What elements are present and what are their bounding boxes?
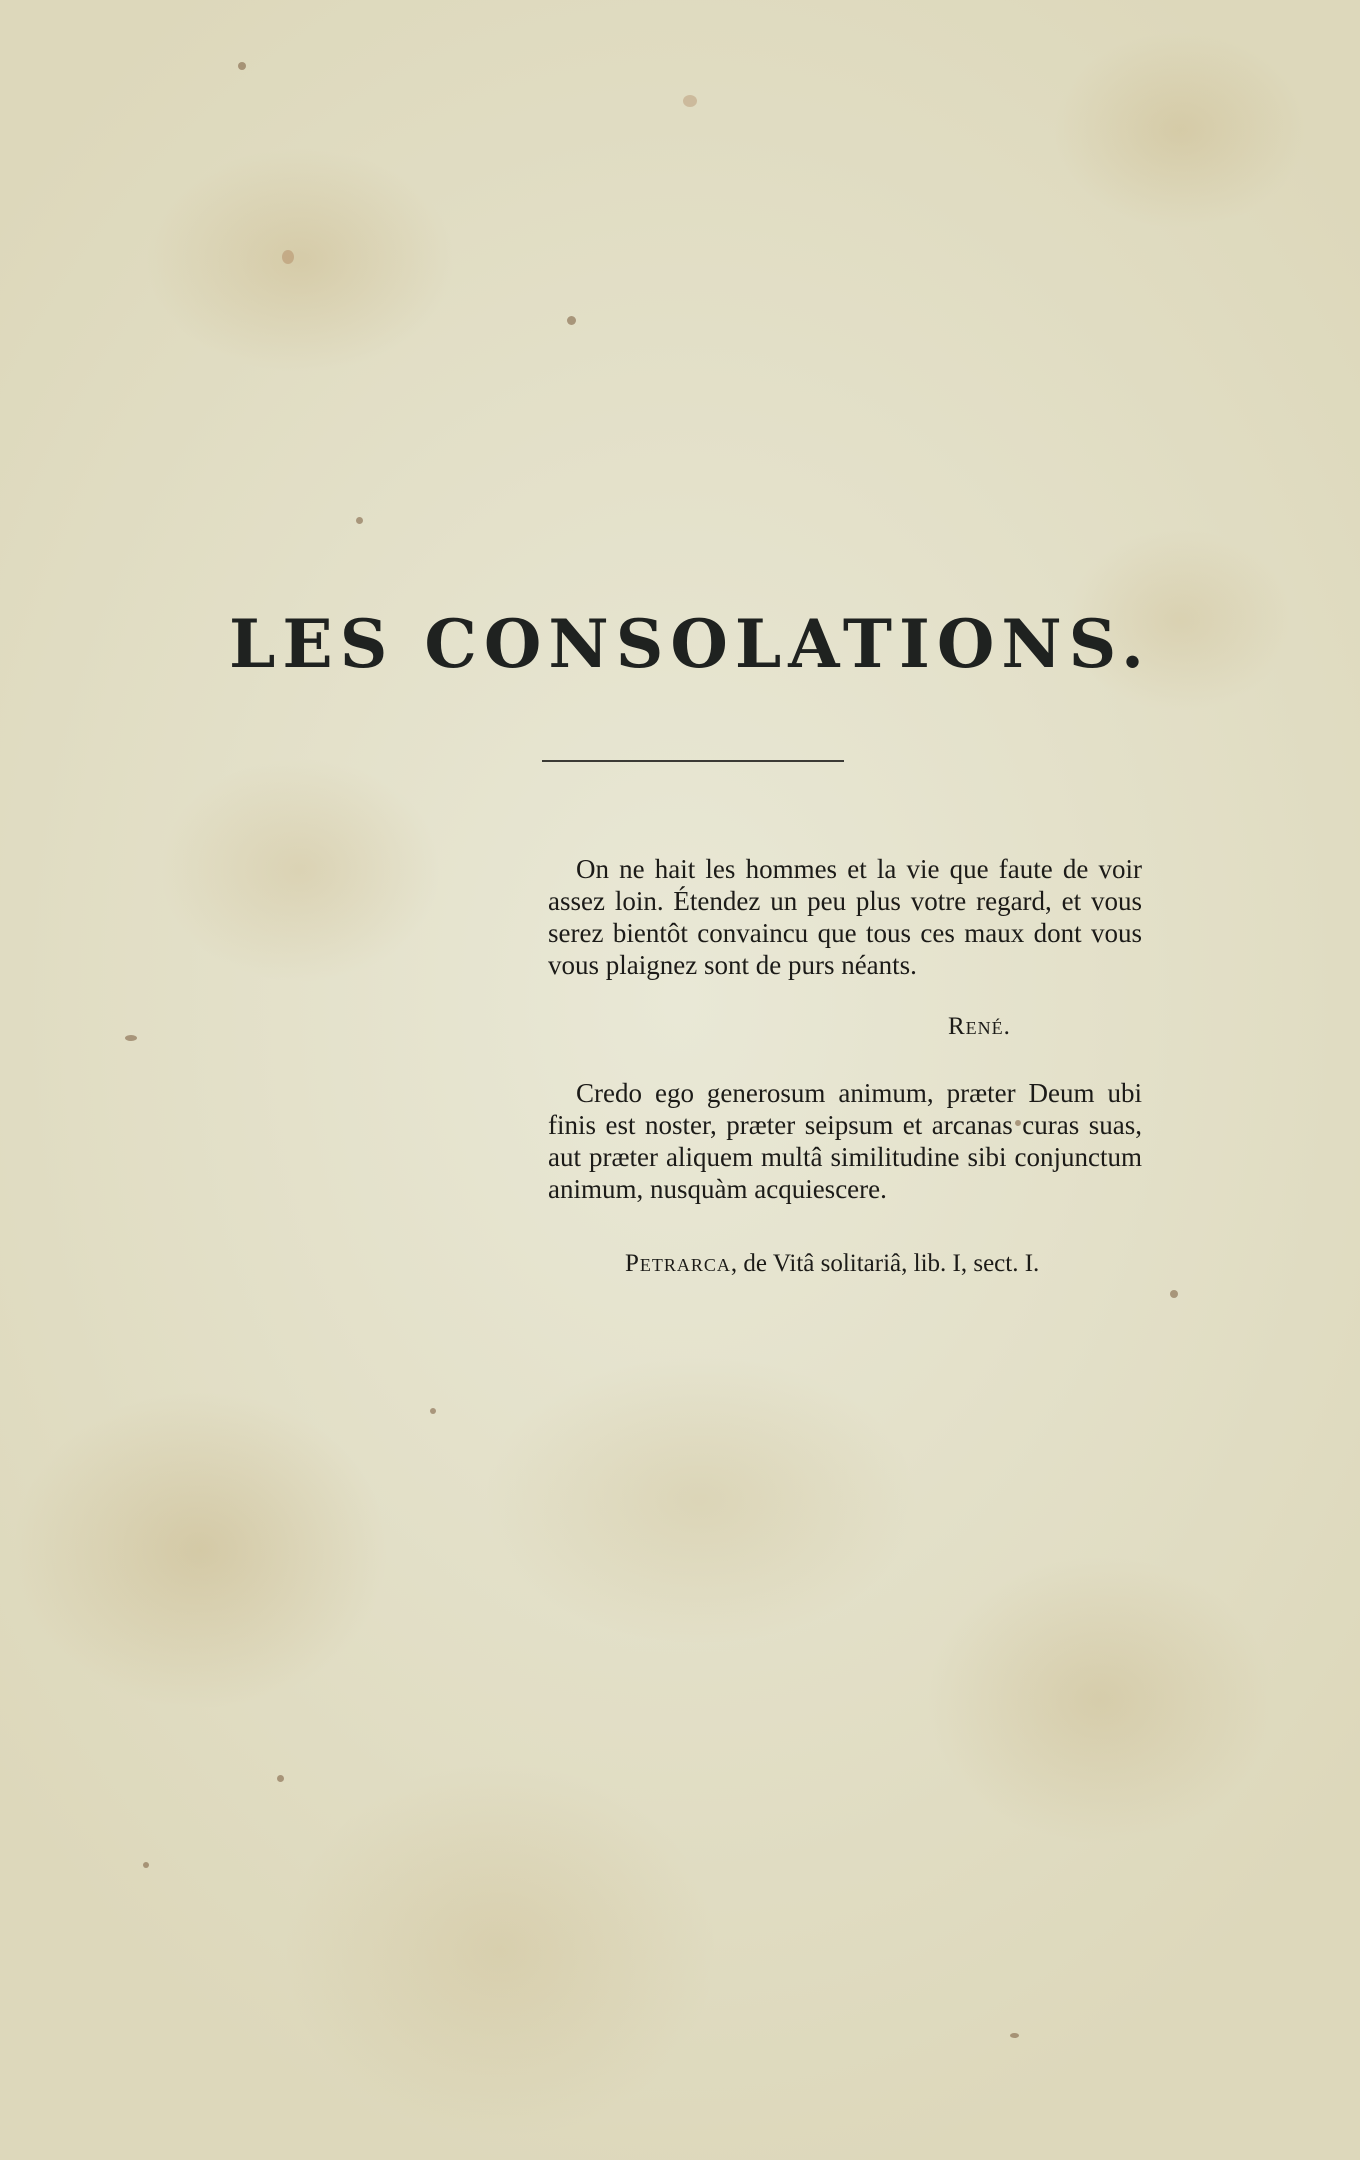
foxing-spot bbox=[1170, 1290, 1178, 1298]
foxing-spot bbox=[282, 250, 294, 264]
title-rule bbox=[542, 760, 844, 762]
epigraph-text: On ne hait les hommes et la vie que faute de voir assez loin. Étendez un peu plus votre regard, et vous serez bientôt convaincu que tous ces maux dont vous vous plaignez sont de purs néants. bbox=[548, 854, 1142, 980]
page-title: LES CONSOLATIONS. bbox=[229, 605, 1151, 683]
foxing-spot bbox=[356, 517, 363, 524]
foxing-spot bbox=[125, 1035, 137, 1041]
epigraph-rene bbox=[548, 853, 1142, 981]
foxing-spot bbox=[683, 95, 697, 107]
foxing-spot bbox=[567, 316, 576, 325]
epigraph-attribution: René. bbox=[948, 1013, 1011, 1040]
attribution-author: Petrarca bbox=[625, 1250, 731, 1277]
foxing-spot bbox=[238, 62, 246, 70]
foxing-spot bbox=[143, 1862, 149, 1868]
epigraph-attribution bbox=[625, 1248, 1039, 1280]
foxing-spot bbox=[277, 1775, 284, 1782]
epigraph-text: Credo ego generosum animum, præter Deum ubi finis est noster, præter seipsum et arcanas curas suas, aut præter aliquem multâ similitudine sibi conjunctum animum, nusquàm acquiescere. bbox=[548, 1078, 1142, 1204]
epigraph-petrarca bbox=[548, 1077, 1142, 1205]
attribution-source: , de Vitâ solitariâ, lib. I, sect. I. bbox=[730, 1250, 1040, 1277]
foxing-spot bbox=[430, 1408, 436, 1414]
foxing-spot bbox=[1010, 2033, 1019, 2038]
